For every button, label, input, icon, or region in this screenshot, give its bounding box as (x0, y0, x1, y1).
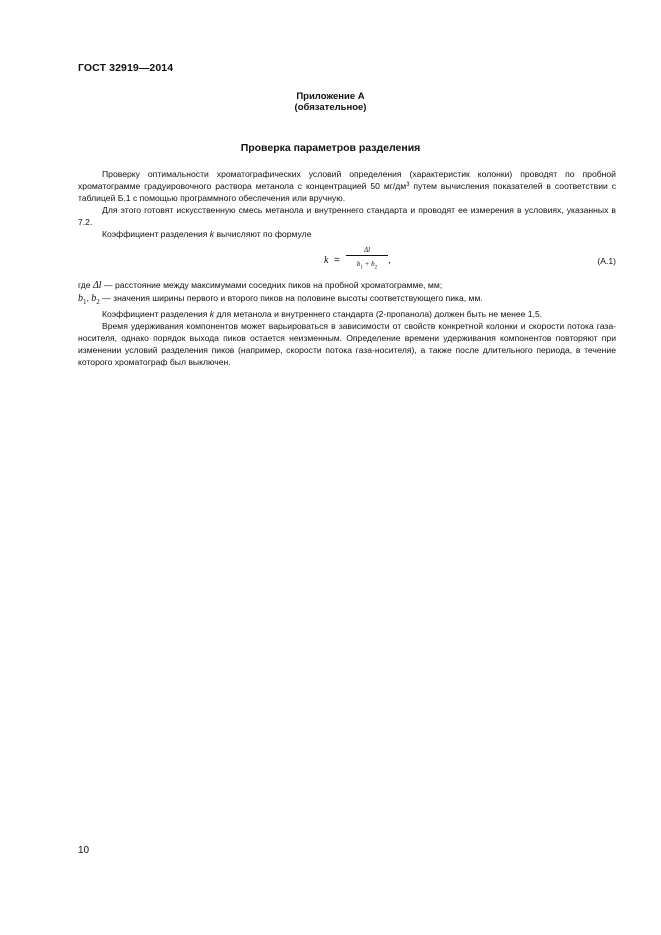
appendix-label: Приложение А (296, 91, 365, 102)
where-delta-line: где Δl — расстояние между максимумами соседних пиков на пробной хроматограмме, мм; (78, 280, 443, 291)
formula-a1 (78, 243, 616, 277)
formula-fraction (346, 244, 388, 274)
paragraph-5: Время удерживания компонентов может варьироваться в зависимости от свойств конкретной колонки и скорости потока газа-носителя, однако порядок выхода пиков остается неизменным. Определение времени удерживания компонентов повторяют при изменении условий разделения пиков (например, скорости потока газа-носителя), а также после длительного периода, в течение которого хроматограф был выключен. (78, 321, 616, 367)
formula-comma: , (388, 255, 391, 266)
paragraph-4: Коэффициент разделения k для метанола и внутреннего стандарта (2-пропанола) должен быть не менее 1,5. (102, 309, 543, 319)
formula-equals: = (334, 255, 340, 266)
formula-number: (А.1) (597, 256, 616, 266)
formula-denominator: $b_1 + b_2$ (356, 260, 378, 271)
superscript-3: 3 (406, 182, 410, 188)
appendix-status: (обязательное) (294, 102, 367, 113)
section-title: Проверка параметров разделения (240, 142, 421, 154)
formula-lhs: k (324, 255, 329, 266)
page-number: 10 (78, 845, 90, 856)
paragraph-3: Коэффициент разделения k вычисляют по формуле (102, 229, 312, 239)
fraction-bar (346, 255, 388, 256)
standard-number: ГОСТ 32919—2014 (78, 62, 174, 74)
document-body (78, 168, 616, 368)
paragraph-1: Проверку оптимальности хроматографических условий определения (характеристик колонки) проводят по пробной хроматограмме градуировочного раствора метанола с концентрацией 50 $мг/дм^3$ путем вычисления показателей в соответствии с таблицей Б.1 с помощью программного обеспечения или вручную. (78, 169, 616, 203)
paragraph-2: Для этого готовят искусственную смесь метанола и внутреннего стандарта и проводят ее измерения в условиях, указанных в 7.2. (78, 205, 616, 227)
where-b-line: $b_1$, $b_2$ — значения ширины первого и второго пиков на половине высоты соответствующего пика, мм. (78, 293, 483, 306)
formula-numerator: Δl (363, 246, 371, 254)
